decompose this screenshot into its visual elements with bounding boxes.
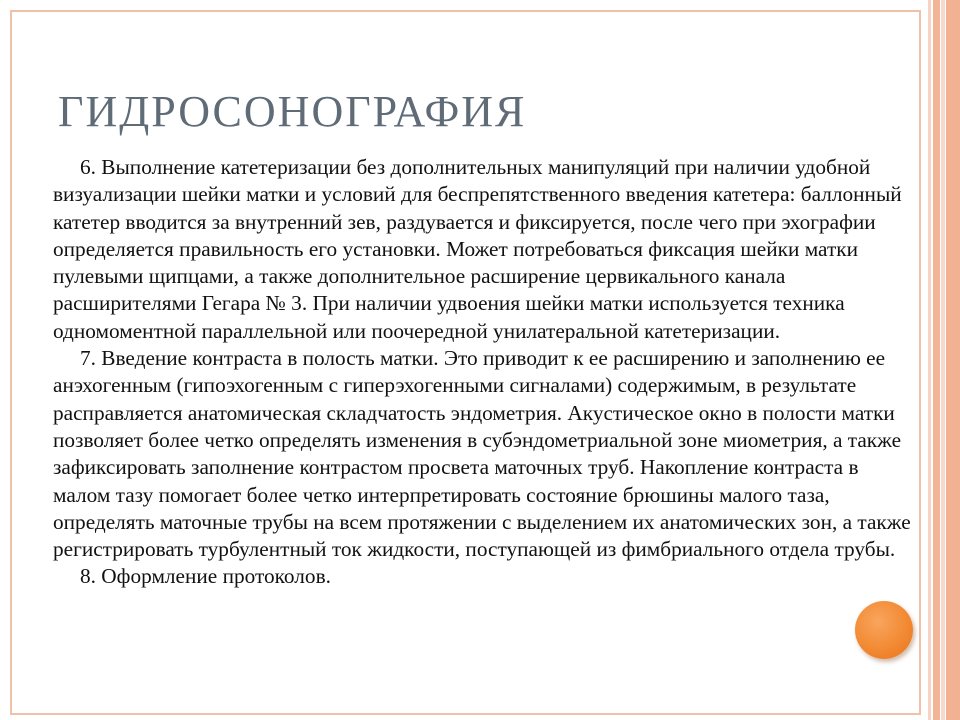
slide-body	[53, 154, 921, 591]
right-edge-stripe	[928, 0, 931, 720]
paragraph-step-6: 6. Выполнение катетеризации без дополнительных манипуляций при наличии удобной визуализации шейки матки и условий для беспрепятственного введения катетера: баллонный катетер вводится за внутренний зев, раздувается и фиксируется, после чего при эхографии определяется правильность его установки. Может потребоваться фиксация шейки матки пулевыми щипцами, а также дополнительное расширение цервикального канала расширителями Гегара № 3. При наличии удвоения шейки матки используется техника одномоментной параллельной или поочередной унилатеральной катетеризации.	[53, 155, 902, 343]
paragraph-step-8: 8. Оформление протоколов.	[80, 564, 331, 589]
right-edge-stripe	[941, 0, 945, 720]
paragraph-step-7: 7. Введение контраста в полость матки. Это приводит к ее расширению и заполнению ее анэхогенным (гипоэхогенным с гиперэхогенными сигналами) содержимым, в результате расправляется анатомическая складчатость эндометрия. Акустическое окно в полости матки позволяет более четко определять изменения в субэндометриальной зоне миометрия, а также зафиксировать заполнение контрастом просвета маточных труб. Накопление контраста в малом тазу помогает более четко интерпретировать состояние брюшины малого таза, определять маточные трубы на всем протяжении с выделением их анатомических зон, а также регистрировать турбулентный ток жидкости, поступающей из фимбриального отдела трубы.	[53, 346, 911, 562]
right-edge-stripe	[933, 0, 940, 720]
slide-title: ГИДРОСОНОГРАФИЯ	[58, 87, 527, 136]
right-edge-stripe	[946, 0, 960, 720]
decorative-circle-icon	[855, 601, 913, 659]
